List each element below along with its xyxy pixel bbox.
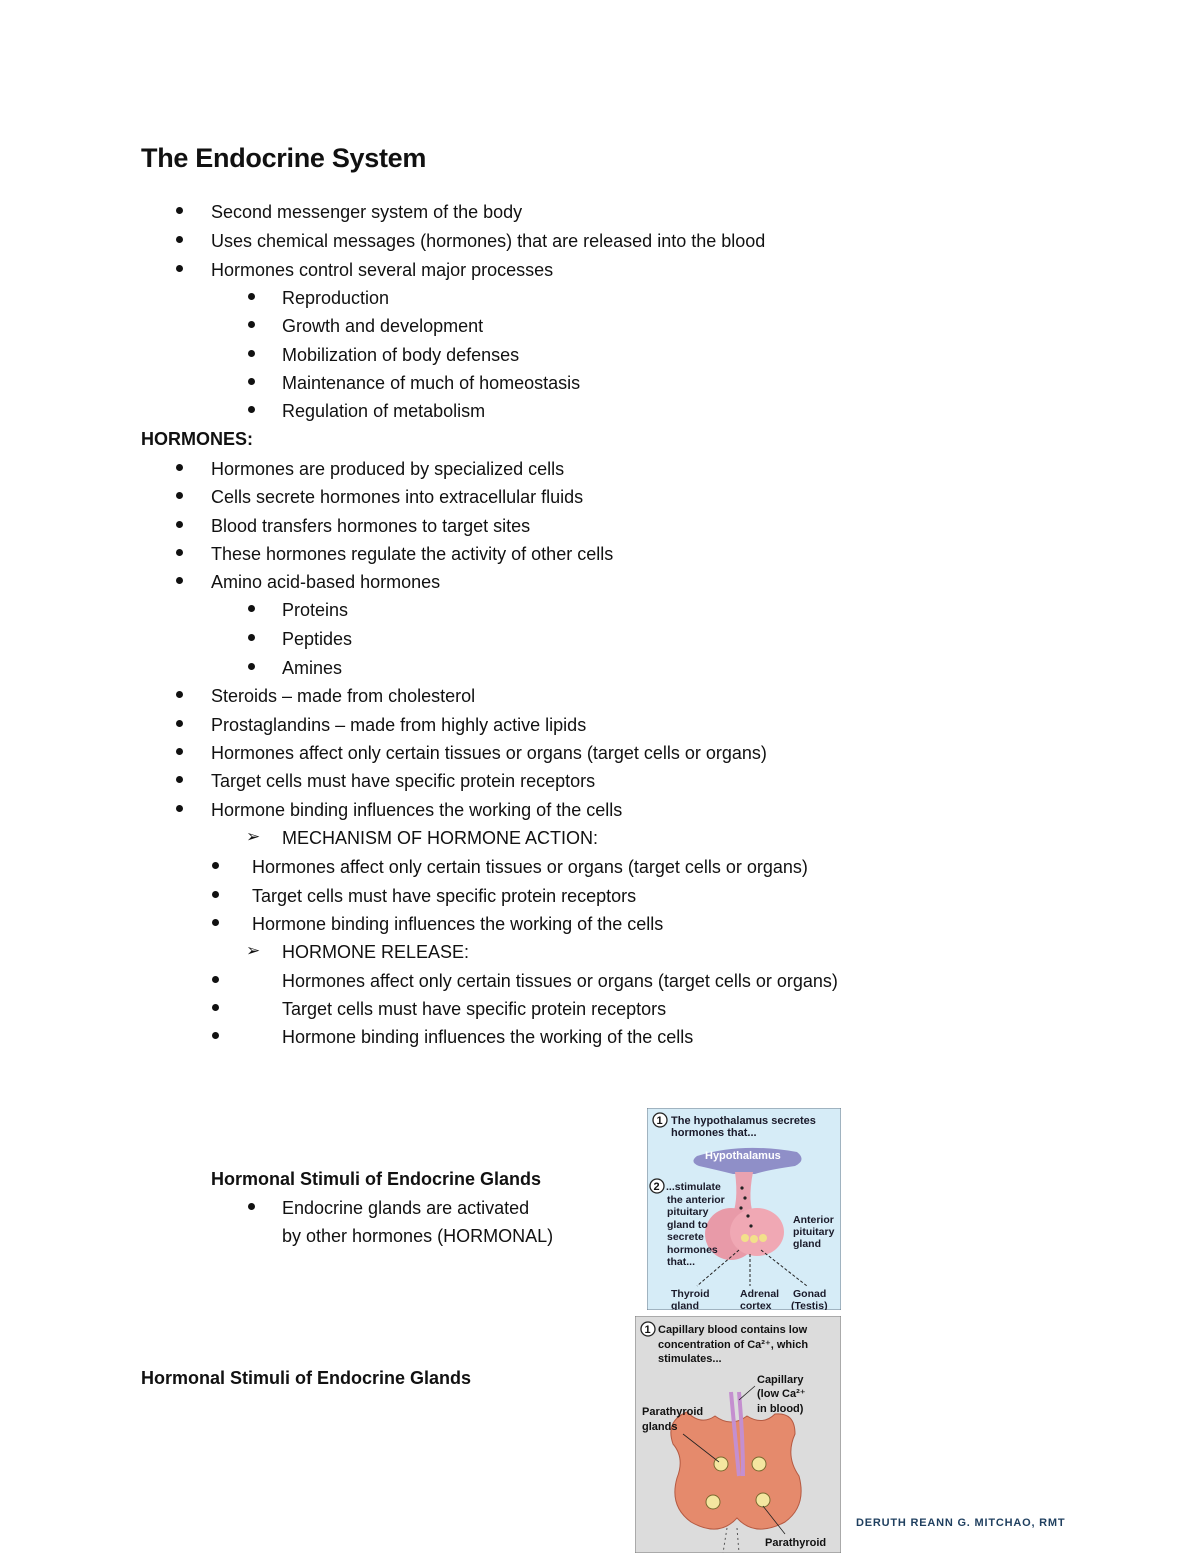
adrenal-label: Adrenal (740, 1288, 780, 1300)
parathyroid-glands-label: glands (642, 1421, 678, 1433)
bullet-dot (176, 776, 183, 783)
bullet-dot (176, 748, 183, 755)
bullet-dot (176, 805, 183, 812)
step1-line1: The hypothalamus secretes (671, 1115, 816, 1127)
parathyroid-gland (714, 1457, 728, 1471)
bullet-dot (212, 891, 219, 898)
mechanism-heading: MECHANISM OF HORMONE ACTION: (282, 828, 599, 848)
anterior-label: Anterior (793, 1214, 834, 1226)
step1-number: 1 (644, 1324, 651, 1336)
bullet-dot (248, 663, 255, 670)
bullet-dot (248, 350, 255, 357)
stimuli-heading-2: Hormonal Stimuli of Endocrine Glands (141, 1368, 472, 1388)
secretory-cell (750, 1235, 758, 1243)
parathyroid-glands-label: Parathyroid (642, 1406, 704, 1418)
list-item: Mobilization of body defenses (282, 345, 520, 365)
bullet-dot (212, 1004, 219, 1011)
arrow-bullet-icon: ➢ (246, 941, 261, 960)
bullet-dot (248, 1203, 255, 1210)
thyroid-label: gland (671, 1300, 699, 1310)
list-item: Peptides (282, 629, 353, 649)
list-item: Amines (282, 658, 343, 678)
secretory-cell (759, 1234, 767, 1242)
list-item: Uses chemical messages (hormones) that are released into the blood (211, 231, 766, 251)
step2-line: gland to (667, 1219, 708, 1231)
parathyroid-figure (635, 1316, 841, 1553)
stimuli-bullet-line1: Endocrine glands are activated (282, 1198, 530, 1218)
list-item: Cells secrete hormones into extracellular fluids (211, 487, 584, 507)
bullet-dot (212, 862, 219, 869)
step2-line: hormones (667, 1244, 718, 1256)
bullet-dot (176, 549, 183, 556)
list-item: Amino acid-based hormones (211, 572, 441, 592)
stimuli-bullet-line2: by other hormones (HORMONAL) (282, 1226, 554, 1246)
bullet-dot (176, 207, 183, 214)
anterior-label: gland (793, 1238, 821, 1250)
list-item: Hormone binding influences the working of the cells (282, 1027, 694, 1047)
bullet-dot (212, 1032, 219, 1039)
capillary-label: Capillary (757, 1374, 804, 1386)
release-heading: HORMONE RELEASE: (282, 942, 470, 962)
bullet-dot (248, 378, 255, 385)
hormones-heading: HORMONES: (141, 429, 253, 449)
bullet-dot (176, 265, 183, 272)
parathyroid-gland (752, 1457, 766, 1471)
page-title: The Endocrine System (141, 143, 427, 173)
hormone-dot (746, 1214, 749, 1217)
list-item: Reproduction (282, 288, 390, 308)
list-item: Hormones are produced by specialized cells (211, 459, 565, 479)
anterior-label: pituitary (793, 1226, 835, 1238)
step2-number: 2 (653, 1181, 660, 1193)
bullet-dot (212, 976, 219, 983)
bullet-dot (176, 464, 183, 471)
bullet-dot (176, 577, 183, 584)
parathyroid-gland (706, 1495, 720, 1509)
parathyroid-label: Parathyroid (765, 1537, 827, 1549)
hormone-dot (739, 1206, 742, 1209)
list-item: Target cells must have specific protein receptors (282, 999, 667, 1019)
hormone-dot (740, 1186, 743, 1189)
list-item: Hormone binding influences the working of the cells (252, 914, 664, 934)
adrenal-label: cortex (740, 1300, 772, 1310)
list-item: Target cells must have specific protein receptors (211, 771, 596, 791)
capillary-label: in blood) (757, 1403, 804, 1415)
list-item: Hormones affect only certain tissues or organs (target cells or organs) (282, 971, 838, 991)
list-item: Target cells must have specific protein receptors (252, 886, 637, 906)
step1-line: stimulates... (658, 1353, 722, 1365)
arrow-bullet-icon: ➢ (246, 827, 261, 846)
secretory-cell (741, 1234, 749, 1242)
list-item: Hormones affect only certain tissues or organs (target cells or organs) (211, 743, 767, 763)
list-item: Growth and development (282, 316, 484, 336)
hypothalamus-pituitary-figure (647, 1108, 841, 1310)
list-item: Hormones control several major processes (211, 260, 554, 280)
bullet-dot (176, 720, 183, 727)
list-item: Proteins (282, 600, 349, 620)
gonad-label: (Testis) (791, 1300, 828, 1310)
bullet-dot (248, 406, 255, 413)
bullet-dot (248, 605, 255, 612)
step1-line2: hormones that... (671, 1127, 757, 1139)
step1-number: 1 (656, 1115, 663, 1127)
list-item: Regulation of metabolism (282, 401, 486, 421)
hormone-dot (743, 1196, 746, 1199)
gonad-label: Gonad (793, 1288, 827, 1300)
list-item: Hormone binding influences the working of the cells (211, 800, 623, 820)
list-item: Second messenger system of the body (211, 202, 523, 222)
bullet-dot (176, 236, 183, 243)
bullet-dot (212, 919, 219, 926)
bullet-dot (248, 293, 255, 300)
author-footer: DERUTH REANN G. MITCHAO, RMT (856, 1517, 1066, 1529)
stimuli-heading: Hormonal Stimuli of Endocrine Glands (211, 1169, 542, 1189)
list-item: These hormones regulate the activity of other cells (211, 544, 614, 564)
list-item: Maintenance of much of homeostasis (282, 373, 581, 393)
step2-line: the anterior (667, 1194, 725, 1206)
bullet-dot (176, 691, 183, 698)
list-item: Prostaglandins – made from highly active lipids (211, 715, 587, 735)
step2-line: ...stimulate (666, 1181, 721, 1193)
bullet-dot (176, 492, 183, 499)
step2-line: that... (667, 1256, 695, 1268)
list-item: Steroids – made from cholesterol (211, 686, 476, 706)
thyroid-label: Thyroid (671, 1288, 710, 1300)
step2-line: pituitary (667, 1206, 709, 1218)
step2-line: secrete (667, 1231, 704, 1243)
hypothalamus-label: Hypothalamus (705, 1150, 781, 1162)
step1-line: Capillary blood contains low (658, 1324, 808, 1336)
parathyroid-gland (756, 1493, 770, 1507)
hormone-dot (749, 1224, 752, 1227)
list-item: Hormones affect only certain tissues or organs (target cells or organs) (252, 857, 808, 877)
pituitary-anterior (730, 1208, 784, 1256)
bullet-dot (248, 634, 255, 641)
capillary-label: (low Ca²⁺ (757, 1388, 806, 1400)
step1-line: concentration of Ca²⁺, which (658, 1339, 809, 1351)
bullet-dot (248, 321, 255, 328)
bullet-dot (176, 521, 183, 528)
list-item: Blood transfers hormones to target sites (211, 516, 531, 536)
